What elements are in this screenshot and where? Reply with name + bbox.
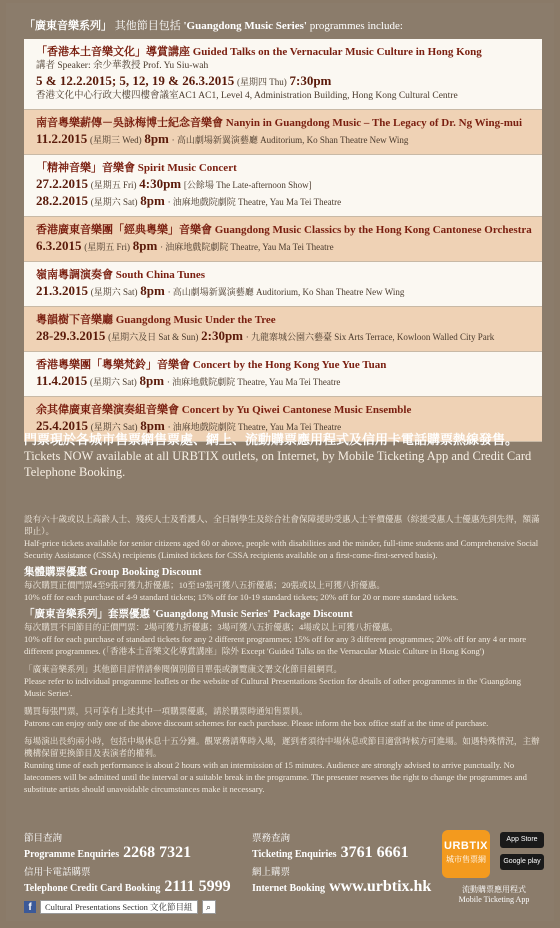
event-time: 4:30pm [139, 176, 182, 191]
cc-label-en: Telephone Credit Card Booking [24, 883, 161, 894]
event-title: 香港廣東音樂團「經典粵樂」音樂會 Guangdong Music Classics by the Hong Kong Cantonese Orchestra [36, 224, 532, 236]
event-item [24, 352, 542, 397]
event-venue: · 油麻地戲院劇院 Theatre, Yau Ma Tei Theatre [167, 197, 342, 207]
event-item [24, 307, 542, 352]
facebook-icon[interactable]: f [24, 901, 36, 913]
urbtix-link[interactable]: www.urbtix.hk [329, 878, 432, 895]
note-en: Please refer to individual programme leaflets or the website of Cultural Presentations Section for details of other programmes in the 'Guangdong Music Series'. [24, 676, 521, 698]
event-date: 27.2.2015 [36, 176, 88, 191]
event-date: 28.2.2015 [36, 193, 88, 208]
note-paragraph [24, 735, 544, 795]
event-day: (星期三 Wed) [90, 135, 142, 145]
event-title: 香港粵樂團「粵樂梵鈴」音樂會 Concert by the Hong Kong Yue Yue Tuan [36, 359, 387, 371]
urbtix-logo-text: URBTIX [444, 840, 488, 852]
event-schedule [36, 131, 532, 148]
note-paragraph [24, 663, 544, 699]
note-zh: 「廣東音樂系列」其他節目詳情請參閱個別節目單張或瀏覽康文署文化節目組網頁。 [24, 664, 342, 674]
urbtix-logo-zh: 城市售票網 [446, 855, 486, 864]
event-schedule [36, 176, 532, 193]
event-time: 8pm [140, 283, 165, 298]
ticketing-phone[interactable]: 3761 6661 [340, 844, 409, 861]
event-item [24, 217, 542, 262]
event-title: 粵韻樹下音樂廳 Guangdong Music Under the Tree [36, 314, 276, 326]
enquiries-label-zh: 節目查詢 [24, 834, 63, 844]
event-time: 8pm [132, 238, 158, 253]
enquiries-phone[interactable]: 2268 7321 [123, 844, 192, 861]
event-day: (星期四 Thu) [237, 77, 287, 87]
series-name-zh: 「廣東音樂系列」 [24, 20, 112, 32]
event-venue: 香港文化中心行政大樓四樓會議室AC1 AC1, Level 4, Administration Building, Hong Kong Cultural Centre [36, 91, 458, 101]
event-venue: · 九龍寨城公園六藝臺 Six Arts Terrace, Kowloon Walled City Park [245, 332, 495, 342]
ticket-info [24, 431, 544, 480]
programme-enquiries [24, 830, 191, 862]
event-venue: · 油麻地戲院劇院 Theatre, Yau Ma Tei Theatre [160, 242, 334, 252]
event-title: 「精神音樂」音樂會 Spirit Music Concert [36, 162, 237, 174]
event-day: (星期六及日 Sat & Sun) [108, 332, 199, 342]
note-heading: 集體購票優惠 Group Booking Discount [24, 567, 202, 578]
note-paragraph [24, 705, 544, 729]
event-day: (星期六 Sat) [90, 287, 138, 297]
enquiries-label-en: Programme Enquiries [24, 849, 120, 860]
internet-booking [252, 864, 431, 896]
event-time: 7:30pm [289, 73, 332, 88]
event-day: (星期六 Sat) [90, 422, 138, 432]
mobile-app-zh: 流動購票應用程式 [462, 885, 526, 894]
mobile-app-caption [442, 885, 546, 905]
event-venue: · 油麻地戲院劇院 Theatre, Yau Ma Tei Theatre [166, 377, 341, 387]
event-title: 余其偉廣東音樂演奏組音樂會 Concert by Yu Qiwei Cantonese Music Ensemble [36, 404, 412, 416]
event-venue: · 高山劇場新翼演藝廳 Auditorium, Ko Shan Theatre New Wing [167, 287, 405, 297]
event-title: 嶺南粵調演奏會 South China Tunes [36, 269, 206, 281]
event-date: 25.4.2015 [36, 418, 88, 433]
internet-label-en: Internet Booking [252, 883, 326, 894]
cc-phone[interactable]: 2111 5999 [164, 878, 231, 895]
series-name-en: 'Guangdong Music Series' [183, 20, 307, 32]
note-en: 10% off for each purchase of standard tickets for any 2 different programmes; 15% off for any 3 different programmes; 20% off for any 4 or more different programmes. (「香港本土音樂文化導賞講座」除外 Except 'Guided Talks on the Vernacular Music Culture in Hong Kong') [24, 634, 527, 656]
facebook-bar[interactable] [24, 900, 224, 914]
event-list [24, 39, 542, 442]
event-date: 11.2.2015 [36, 131, 88, 146]
event-item [24, 262, 542, 307]
note-zh: 每場演出長約兩小時，包括中場休息十五分鐘。觀眾務請準時入場，遲到者須待中場休息或節目適當時候方可進場。如遇特殊情況，主辦機構保留更換節目及表演者的權利。 [24, 736, 540, 758]
note-paragraph [24, 567, 544, 603]
note-en: Patrons can enjoy only one of the above discount schemes for each purchase. Please inform the box office staff at the time of purchase. [24, 718, 489, 728]
event-schedule [36, 283, 532, 300]
cc-label-zh: 信用卡電話購票 [24, 868, 91, 878]
notes-section [24, 513, 544, 801]
note-zh: 購買每張門票，只可享有上述其中一項購票優惠，請於購票時通知售票員。 [24, 706, 308, 716]
event-time: 8pm [144, 131, 169, 146]
event-title: 南音粵樂薪傳－吳詠梅博士紀念音樂會 Nanyin in Guangdong Music – The Legacy of Dr. Ng Wing-mui [36, 117, 523, 129]
event-item [24, 155, 542, 217]
event-schedule-2 [36, 193, 532, 210]
event-day: (星期六 Sat) [90, 197, 138, 207]
note-zh: 每次購買正價門票4至9張可獲九折優惠；10至19張可獲八五折優惠；20張或以上可獲八折優惠。 [24, 580, 385, 590]
note-paragraph [24, 609, 544, 657]
event-time: 8pm [140, 418, 165, 433]
event-day: (星期六 Sat) [90, 377, 137, 387]
intro-tail: programmes include: [309, 20, 403, 32]
ticket-info-en: Tickets NOW available at all URBTIX outlets, on Internet, by Mobile Ticketing App and Credit Card Telephone Booking. [24, 449, 532, 479]
search-icon[interactable]: ⌕ [202, 900, 216, 914]
app-store-badge[interactable]: App Store [500, 832, 544, 848]
event-schedule [36, 328, 532, 345]
note-heading: 「廣東音樂系列」套票優惠 'Guangdong Music Series' Package Discount [24, 609, 353, 620]
event-date: 11.4.2015 [36, 373, 88, 388]
event-day: (星期五 Fri) [90, 180, 137, 190]
event-schedule [36, 238, 532, 255]
note-en: 10% off for each purchase of 4-9 standard tickets; 15% off for 10-19 standard tickets; 20% off for 20 or more standard tickets. [24, 592, 459, 602]
event-venue: · 油麻地戲院劇院 Theatre, Yau Ma Tei Theatre [167, 422, 342, 432]
event-day: (星期五 Fri) [84, 242, 130, 252]
event-time: 2:30pm [201, 328, 243, 343]
event-item [24, 110, 542, 155]
facebook-page-label[interactable]: Cultural Presentations Section 文化節目組 [40, 900, 198, 914]
credit-card-booking [24, 864, 231, 896]
note-zh: 設有六十歲或以上高齡人士、殘疾人士及看護人、全日制學生及綜合社會保障援助受惠人士半價優惠（綜援受惠人士優惠先到先得，額滿即止）。 [24, 514, 540, 536]
footer [24, 830, 544, 913]
event-time: 8pm [139, 373, 165, 388]
event-schedule [36, 73, 532, 90]
event-date: 21.3.2015 [36, 283, 88, 298]
ticketing-enquiries [252, 830, 409, 862]
note-en: Running time of each performance is about 2 hours with an intermission of 15 minutes. Audience are strongly advised to arrive punctually. No latecomers will be admitted until the interval or a suitable break in the programme. The presenter reserves the right to change the programmes and substitute artists should unavoidable circumstances make it necessary. [24, 760, 527, 794]
note-zh: 每次購買不同節目的正價門票：2場可獲九折優惠；3場可獲八五折優惠；4場或以上可獲八折優惠。 [24, 622, 398, 632]
ticketing-label-zh: 票務查詢 [252, 834, 291, 844]
event-venue: · 高山劇場新翼演藝廳 Auditorium, Ko Shan Theatre New Wing [171, 135, 409, 145]
event-schedule [36, 373, 532, 390]
internet-label-zh: 網上購票 [252, 868, 291, 878]
event-item [24, 39, 542, 110]
event-venue: [公餘場 The Late-afternoon Show] [183, 180, 312, 190]
note-en: Half-price tickets available for senior citizens aged 60 or above, people with disabilities and the minder, full-time students and Comprehensive Social Security Assistance (CSSA) recipients (Limited tickets for CSSA recipients available on a first-come-first-served basis). [24, 538, 539, 560]
event-speaker: 講者 Speaker: 余少華教授 Prof. Yu Siu-wah [36, 61, 209, 71]
mobile-app-en: Mobile Ticketing App [458, 895, 530, 904]
urbtix-logo [442, 830, 490, 878]
programme-leaflet [6, 3, 554, 921]
event-time: 8pm [140, 193, 165, 208]
intro-line [24, 17, 544, 33]
note-paragraph [24, 513, 544, 561]
event-date: 6.3.2015 [36, 238, 82, 253]
event-date: 5 & 12.2.2015; 5, 12, 19 & 26.3.2015 [36, 73, 235, 88]
event-date: 28-29.3.2015 [36, 328, 106, 343]
ticket-info-zh: 門票現於各城市售票網售票處、網上、流動購票應用程式及信用卡電話購票熱線發售。 [24, 432, 519, 447]
intro-mid: 其他節目包括 [114, 20, 181, 32]
event-title: 「香港本土音樂文化」導賞講座 Guided Talks on the Vernacular Music Culture in Hong Kong [36, 46, 482, 58]
ticketing-label-en: Ticketing Enquiries [252, 849, 337, 860]
google-play-badge[interactable]: Google play [500, 854, 544, 870]
